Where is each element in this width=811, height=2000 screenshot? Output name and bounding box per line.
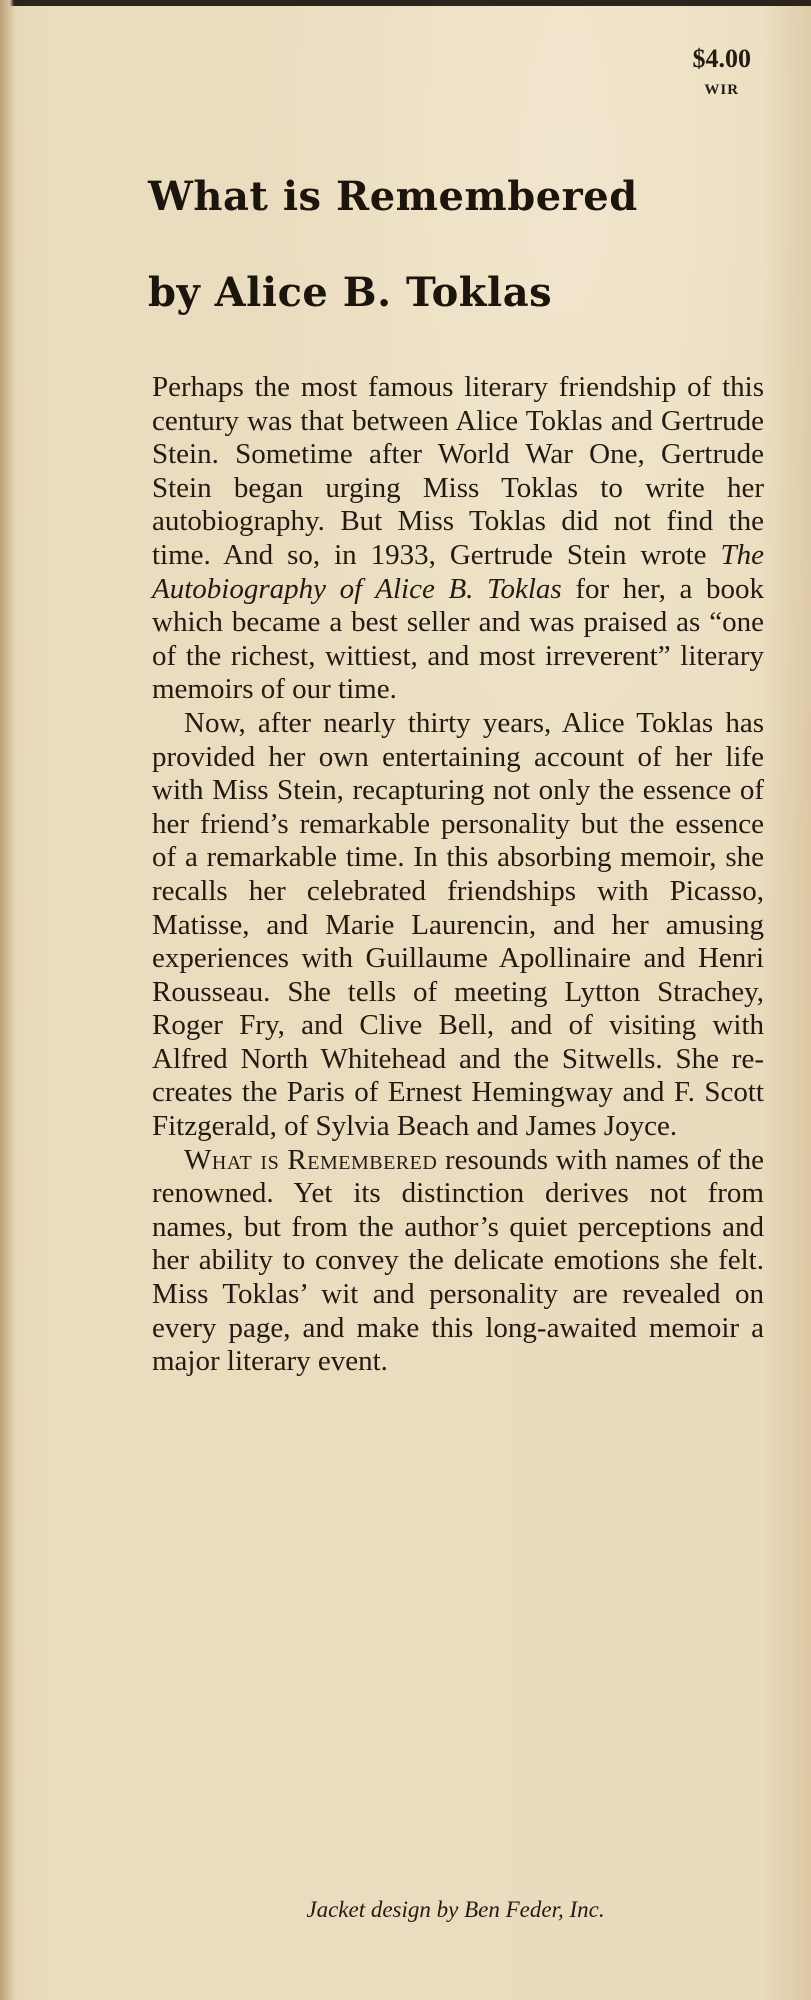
blurb-p1-text-a: Perhaps the most famous literary friendship of this century was that between Alice Toklas and Gertrude Stein. Sometime after World War One, Gertrude Stein began urging Miss Toklas to write her autobiography. But Miss Toklas did not find the time. And so, in 1933, Gertrude Stein wrote xyxy=(152,371,764,571)
blurb-p1-text-b: for her, a book which became a best seller and was praised as “one of the richest, wittiest, and most irreverent” literary memoirs of our time. xyxy=(152,572,764,706)
price-amount: $4.00 xyxy=(692,44,751,73)
blurb-p3-book-title: What is Remembered xyxy=(184,1143,438,1176)
blurb-paragraph-3 xyxy=(152,1144,764,1379)
jacket-top-edge xyxy=(0,0,811,6)
blurb-paragraph-2: Now, after nearly thirty years, Alice Toklas has provided her own entertaining account of her life with Miss Stein, recapturing not only the essence of her friend’s remarkable personality but the essence of a remarkable time. In this absorbing memoir, she recalls her celebrated friendships with Picasso, Matisse, and Marie Laurencin, and her amusing experiences with Guillaume Apollinaire and Henri Rousseau. She tells of meeting Lytton Strachey, Roger Fry, and Clive Bell, and of visiting with Alfred North Whitehead and the Sitwells. She re-creates the Paris of Ernest Hemingway and F. Scott Fitzgerald, of Sylvia Beach and James Joyce. xyxy=(152,706,764,1143)
jacket-design-credit: Jacket design by Ben Feder, Inc. xyxy=(306,1897,605,1922)
blurb-p1-book-title: The Autobiography of Alice B. Toklas xyxy=(152,538,764,605)
flap-blurb xyxy=(152,371,764,1379)
blurb-p3-text: resounds with names of the renowned. Yet its distinction derives not from names, but from the author’s quiet perceptions and her ability to convey the delicate emotions she felt. Miss Toklas’ wit and personality are revealed on every page, and make this long-awaited memoir a major literary event. xyxy=(152,1143,764,1378)
book-title: What is Remembered xyxy=(148,173,638,220)
price-block xyxy=(693,44,752,102)
blurb-paragraph-1 xyxy=(152,371,764,707)
jacket-fold-shadow xyxy=(0,0,14,2000)
price-code: WIR xyxy=(704,82,740,98)
book-title-block xyxy=(148,170,768,320)
book-author: by Alice B. Toklas xyxy=(148,269,553,316)
